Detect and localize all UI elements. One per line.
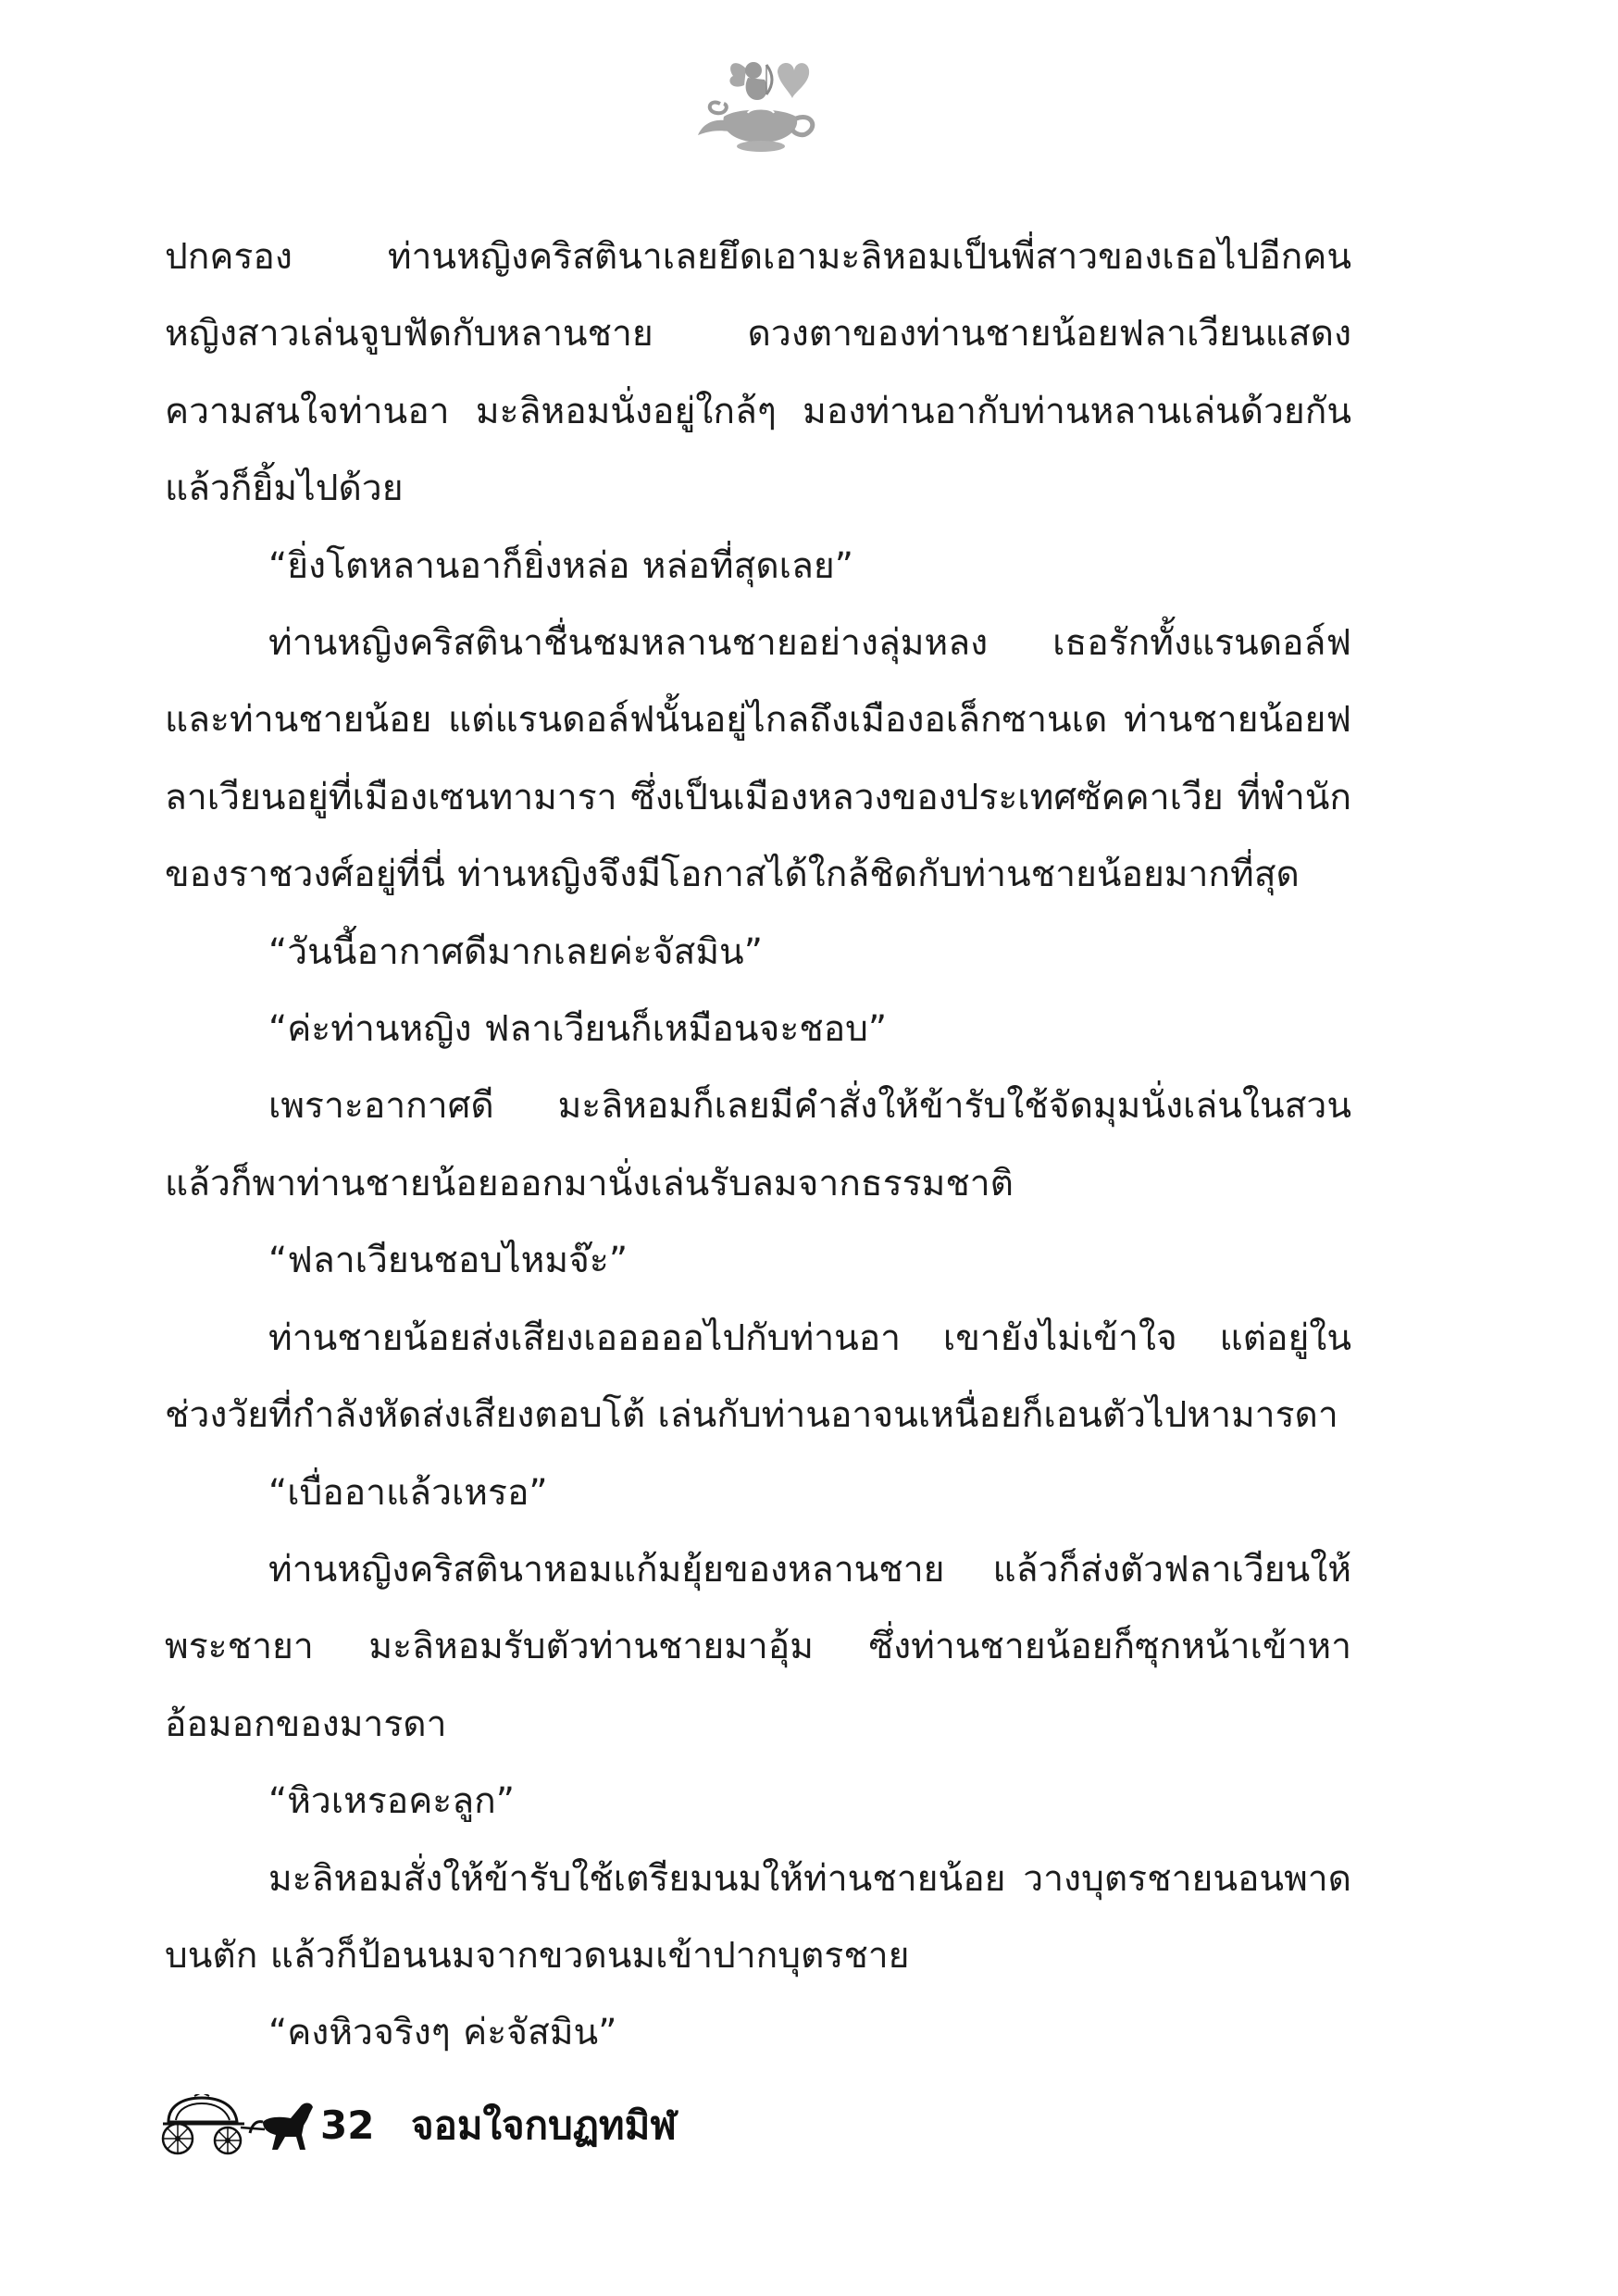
body-text	[165, 218, 1351, 2072]
paragraph: เพราะอากาศดี มะลิหอมก็เลยมีคำสั่งให้ข้ารับใช้จัดมุมนั่งเล่นในสวนแล้วก็พาท่านชายน้อยออกมานั่งเล่นรับลมจากธรรมชาติ	[165, 1085, 1351, 1204]
page-footer	[156, 2085, 989, 2168]
paragraph: ท่านหญิงคริสตินาชื่นชมหลานชายอย่างลุ่มหลง เธอรักทั้งแรนดอล์ฟและท่านชายน้อย แต่แรนดอล์ฟนั้นอยู่ไกลถึงเมืองอเล็กซานเด ท่านชายน้อยฟลาเวียนอยู่ที่เมืองเซนทามารา ซึ่งเป็นเมืองหลวงของประเทศซัคคาเวีย ที่พำนักของราชวงศ์อยู่ที่นี่ ท่านหญิงจึงมีโอกาสได้ใกล้ชิดกับท่านชายน้อยมากที่สุด	[165, 622, 1351, 896]
paragraph: “ค่ะท่านหญิง ฟลาเวียนก็เหมือนจะชอบ”	[268, 1008, 888, 1051]
paragraph: “หิวเหรอคะลูก”	[268, 1780, 515, 1823]
page-number: 32	[320, 2103, 375, 2148]
paragraph: “ฟลาเวียนชอบไหมจ๊ะ”	[268, 1240, 629, 1282]
paragraph: ท่านหญิงคริสตินาหอมแก้มยุ้ยของหลานชาย แล้วก็ส่งตัวฟลาเวียนให้พระชายา มะลิหอมรับตัวท่านชายมาอุ้ม ซึ่งท่านชายน้อยก็ซุกหน้าเข้าหาอ้อมอกของมารดา	[165, 1548, 1351, 1745]
horse-carriage-icon	[156, 2094, 322, 2155]
paragraph: ท่านชายน้อยส่งเสียงเอออออไปกับท่านอา เขายังไม่เข้าใจ แต่อยู่ในช่วงวัยที่กำลังหัดส่งเสียงตอบโต้ เล่นกับท่านอาจนเหนื่อยก็เอนตัวไปหามารดา	[165, 1316, 1351, 1437]
paragraph: “คงหิวจริงๆ ค่ะจัสมิน”	[268, 2012, 617, 2054]
paragraph: ปกครอง ท่านหญิงคริสตินาเลยยึดเอามะลิหอมเป็นพี่สาวของเธอไปอีกคน หญิงสาวเล่นจูบฟัดกับหลานชาย ดวงตาของท่านชายน้อยฟลาเวียนแสดงความสนใจท่านอา มะลิหอมนั่งอยู่ใกล้ๆ มองท่านอากับท่านหลานเล่นด้วยกันแล้วก็ยิ้มไปด้วย	[165, 236, 1351, 510]
paragraph: “วันนี้อากาศดีมากเลยค่ะจัสมิน”	[268, 930, 763, 973]
paragraph: มะลิหอมสั่งให้ข้ารับใช้เตรียมนมให้ท่านชายน้อย วางบุตรชายนอนพาดบนตัก แล้วก็ป้อนนมจากขวดนมเข้าปากบุตรชาย	[165, 1857, 1351, 1977]
paragraph: “ยิ่งโตหลานอาก็ยิ่งหล่อ หล่อที่สุดเลย”	[268, 544, 853, 587]
book-title: จอมใจกบฏทมิฬ	[411, 2103, 678, 2148]
paragraph: “เบื่ออาแล้วเหรอ”	[268, 1471, 548, 1514]
cupid-teapot-ornament-icon	[692, 52, 831, 163]
